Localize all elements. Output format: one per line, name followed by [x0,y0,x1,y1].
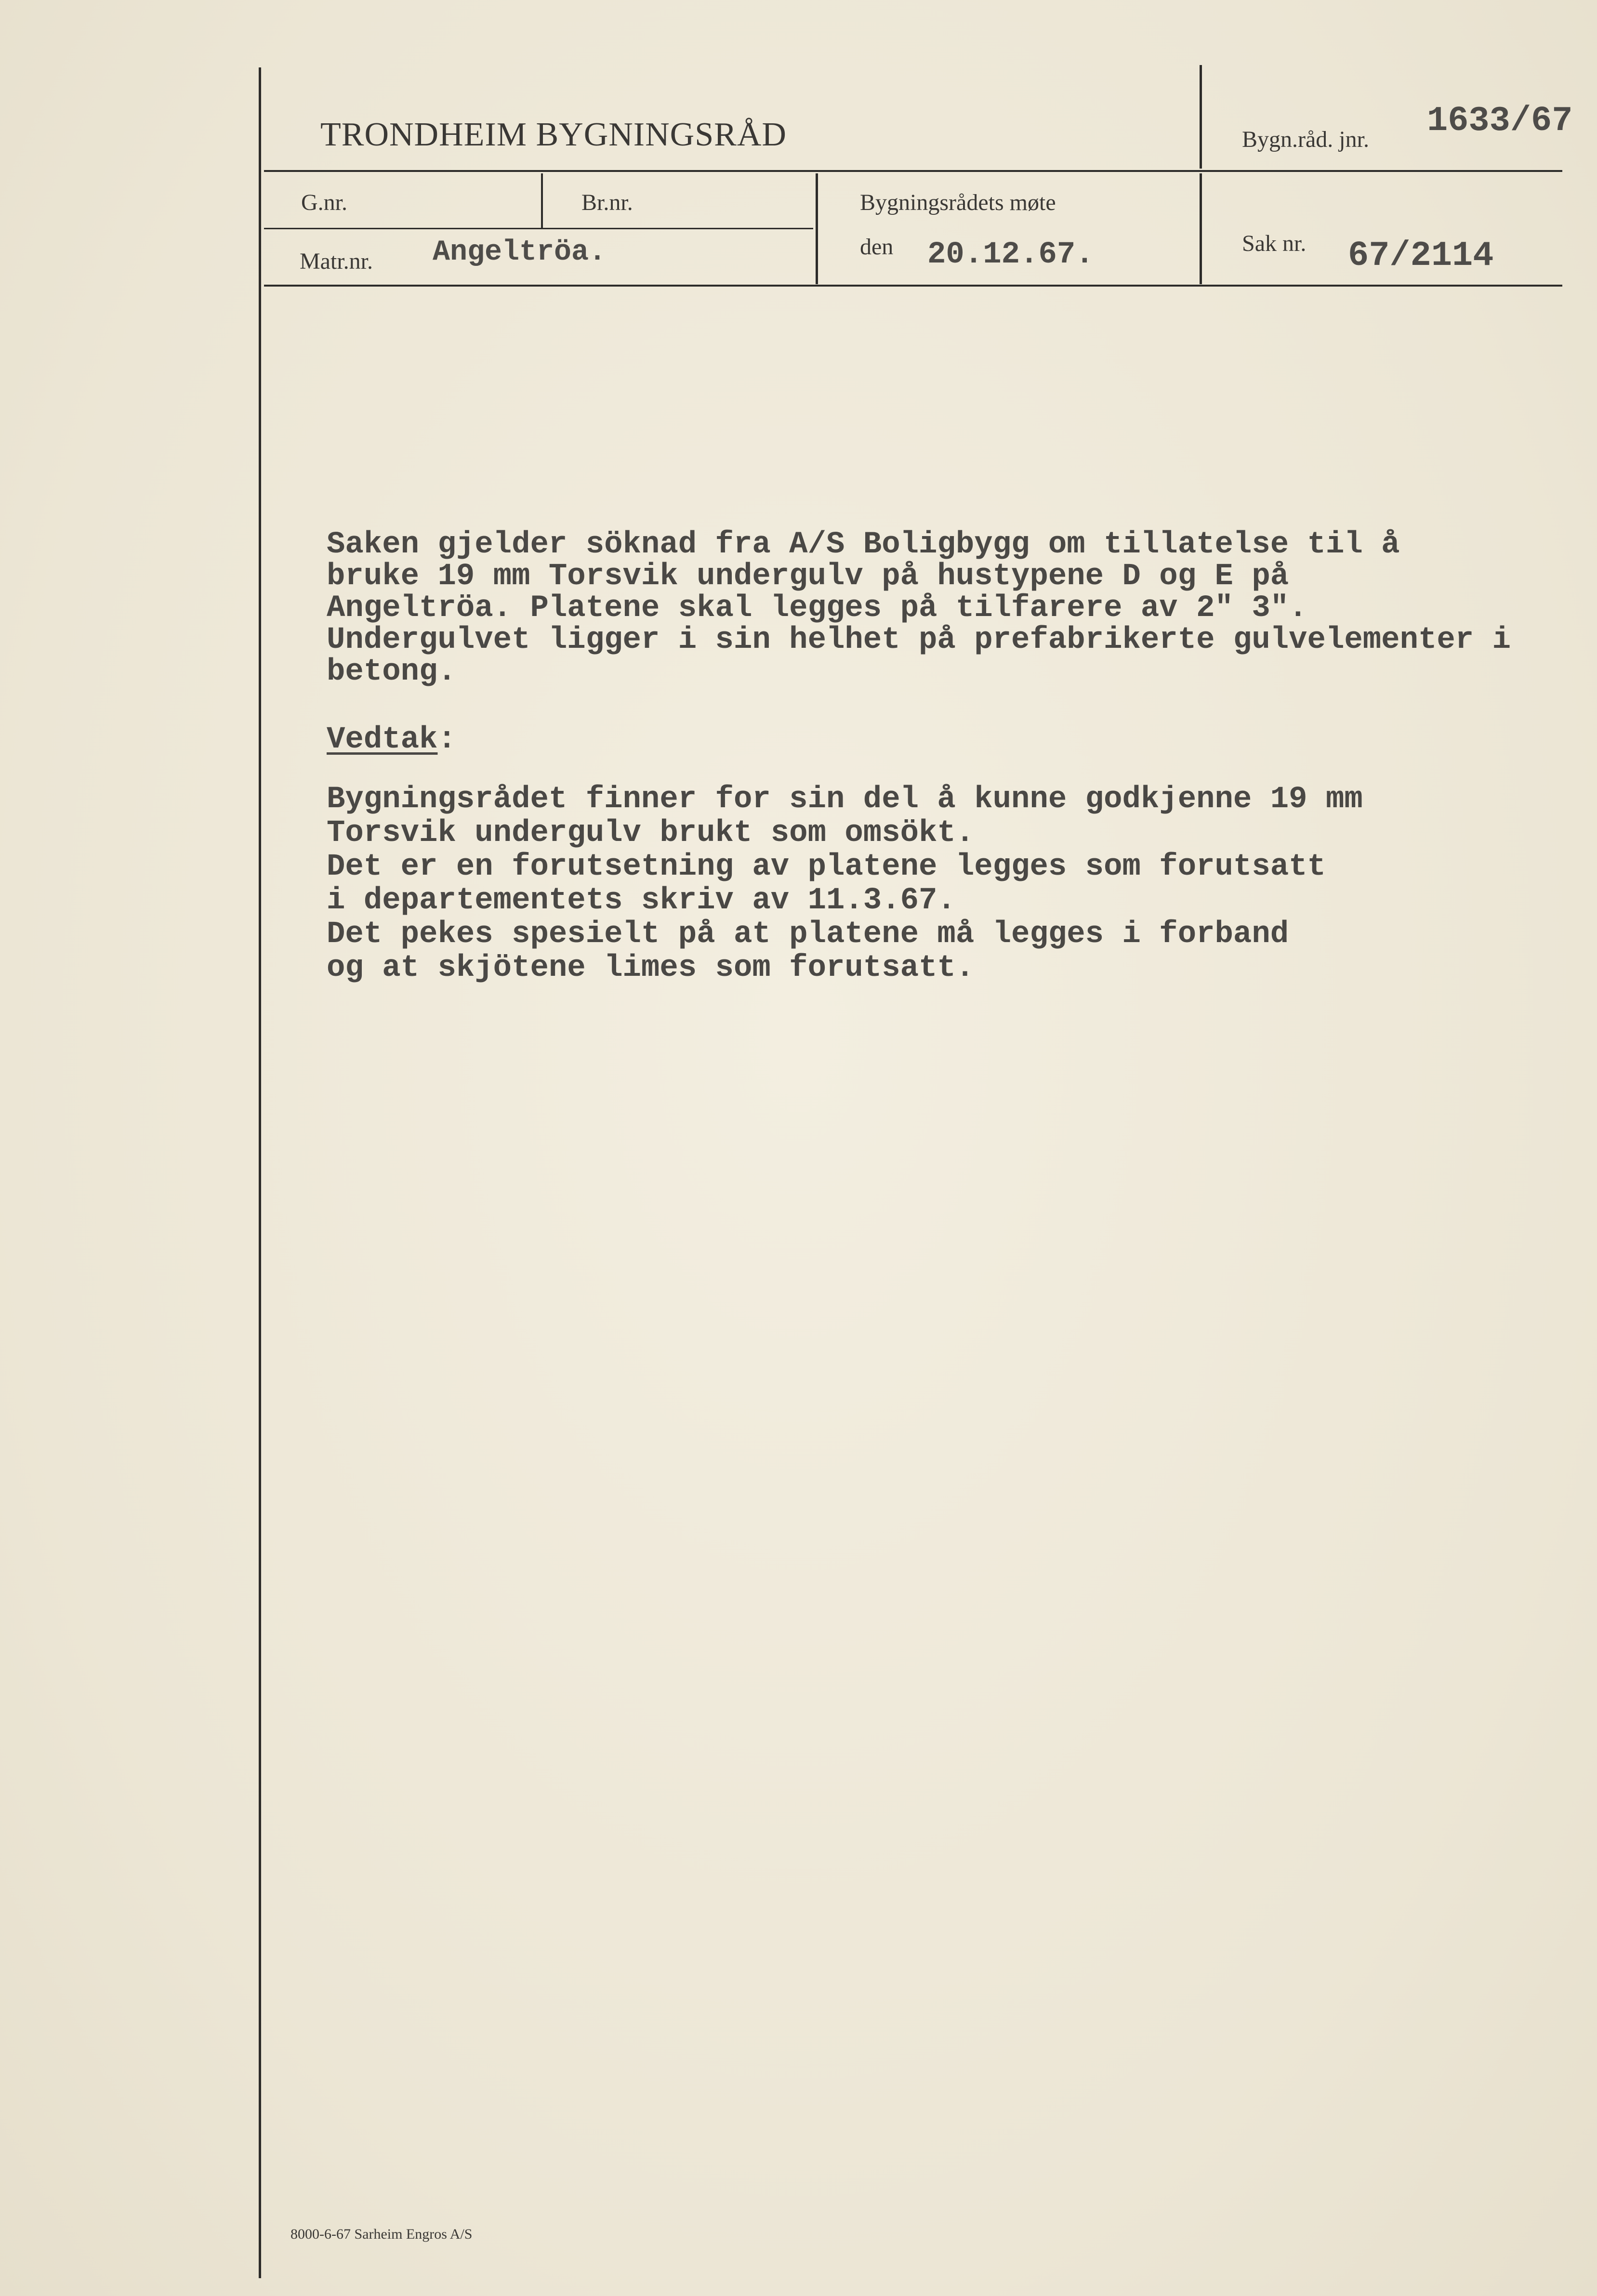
decision-heading [327,722,456,757]
sak-label: Sak nr. [1242,231,1307,256]
case-line: Undergulvet ligger i sin helhet på prefabrikerte gulvelementer i [327,623,1511,657]
brnr-label: Br.nr. [581,190,633,215]
case-line: bruke 19 mm Torsvik undergulv på hustypene D og E på [327,559,1289,594]
decision-line: Det pekes spesielt på at platene må legges i forband [327,917,1289,952]
form-title: TRONDHEIM BYGNINGSRÅD [320,116,787,153]
den-value: 20.12.67. [927,237,1094,272]
decision-line: Torsvik undergulv brukt som omsökt. [327,816,975,851]
case-line: Angeltröa. Platene skal legges på tilfarere av 2" 3". [327,591,1307,626]
matr-value: Angeltröa. [433,236,607,269]
gnr-matr-rule [264,228,813,229]
sak-divider [1200,173,1202,284]
meeting-divider [816,173,818,284]
header-rule-bottom [264,285,1562,287]
decision-line: i departementets skriv av 11.3.67. [327,883,956,918]
den-label: den [860,234,894,260]
case-line: betong. [327,655,456,689]
decision-text [327,783,1363,985]
decision-line: Det er en forutsetning av platene legges som forutsatt [327,850,1326,884]
decision-line: Bygningsrådet finner for sin del å kunne godkjenne 19 mm [327,782,1363,817]
case-line: Saken gjelder söknad fra A/S Boligbygg om tillatelse til å [327,527,1400,562]
jnr-value: 1633/67 [1427,101,1573,141]
case-description [327,529,1511,688]
meeting-label: Bygningsrådets møte [860,190,1056,215]
jnr-label: Bygn.råd. jnr. [1242,127,1369,152]
decision-heading-colon: : [437,722,456,757]
decision-heading-text: Vedtak [327,722,438,757]
matr-label: Matr.nr. [300,249,373,274]
header-jnr-divider [1200,65,1202,169]
sak-value: 67/2114 [1348,236,1494,276]
decision-line: og at skjötene limes som forutsatt. [327,951,975,985]
header-rule-top [264,170,1562,172]
left-margin-line [259,67,261,2278]
gnr-brnr-divider [541,173,543,229]
printer-imprint: 8000-6-67 Sarheim Engros A/S [290,2226,473,2242]
gnr-label: G.nr. [301,190,347,215]
